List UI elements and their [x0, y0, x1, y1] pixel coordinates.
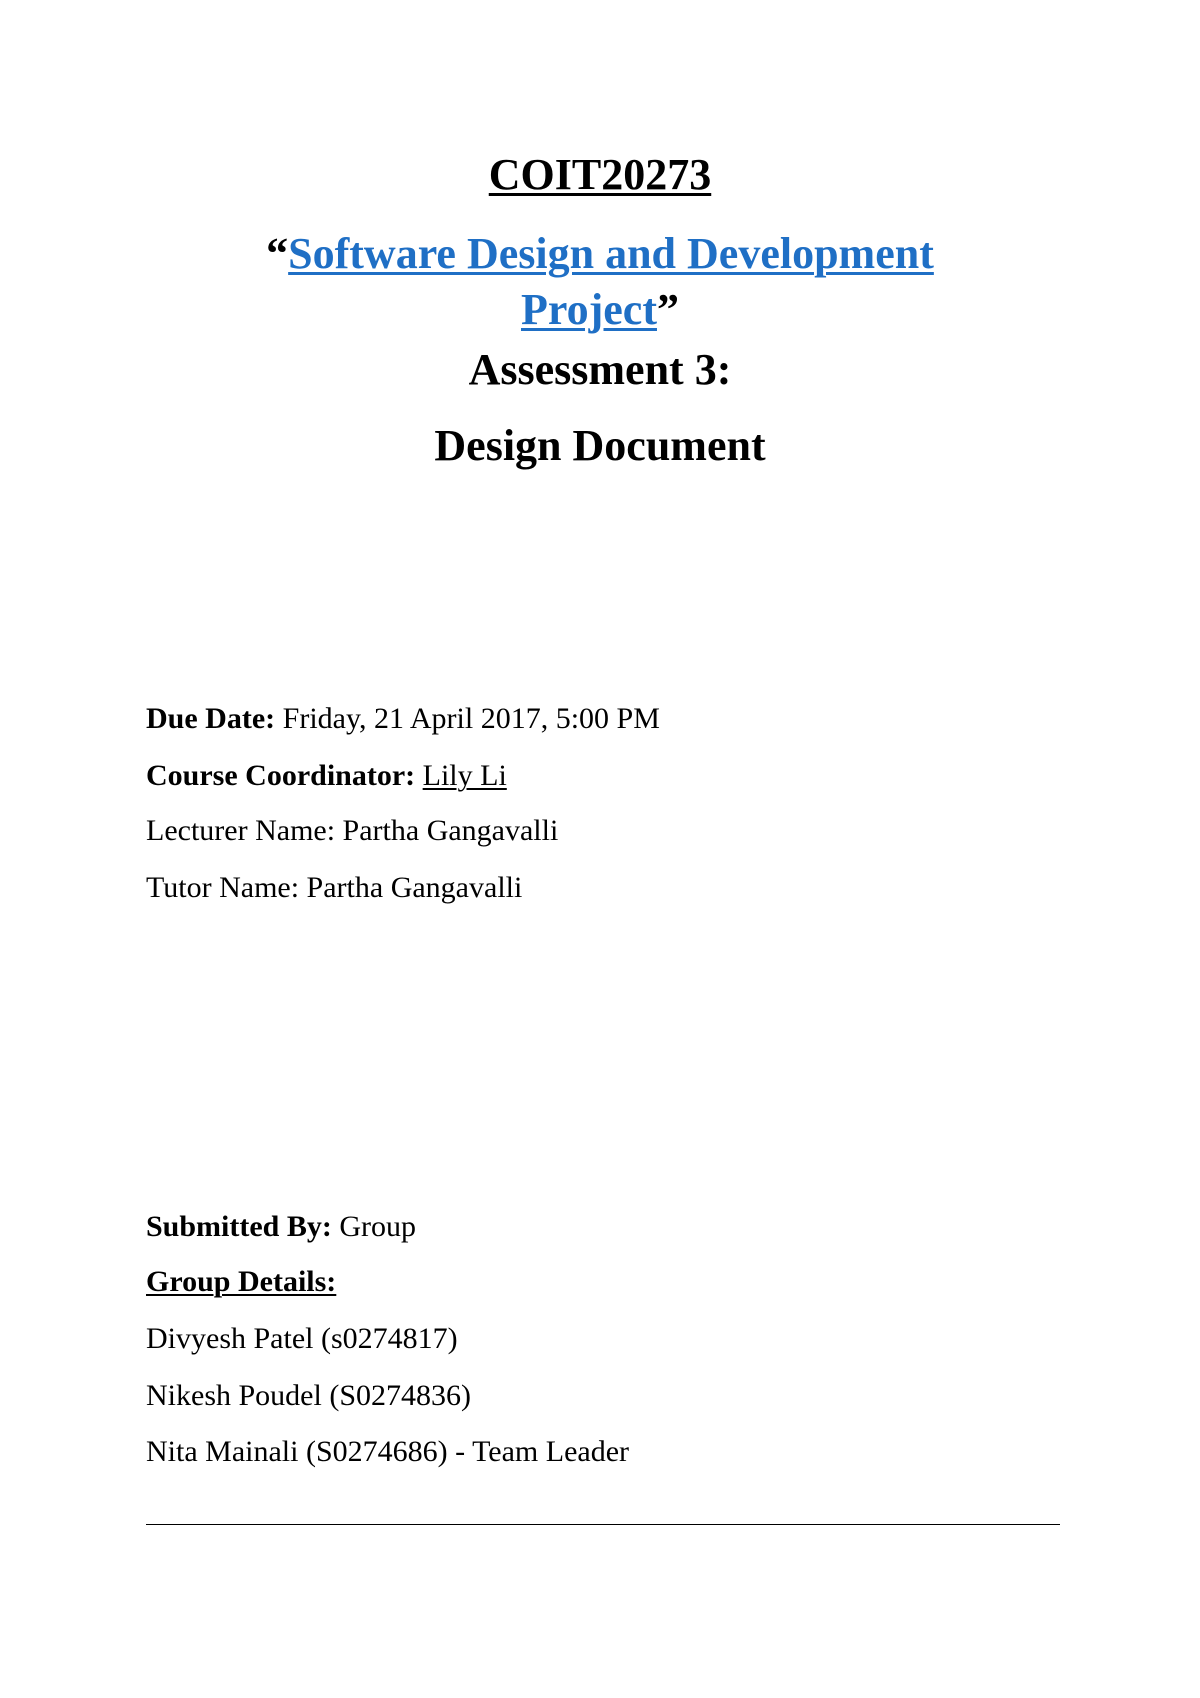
due-date-label: Due Date:: [146, 702, 276, 735]
course-coordinator-link[interactable]: Lily Li: [422, 759, 507, 792]
course-code: COIT20273: [488, 150, 712, 199]
lecturer-line: Lecturer Name: Partha Gangavalli: [146, 814, 559, 847]
submitted-by-label: Submitted By:: [146, 1210, 332, 1243]
due-date-value: Friday, 21 April 2017, 5:00 PM: [275, 702, 660, 735]
submitted-by-line: [146, 1208, 416, 1246]
close-quote: ”: [656, 285, 679, 334]
submitted-by-value: Group: [331, 1210, 417, 1243]
due-date-line: [146, 700, 660, 738]
group-member: Nikesh Poudel (S0274836): [146, 1379, 471, 1412]
open-quote: “: [266, 229, 289, 278]
course-title-link-line2[interactable]: Project: [521, 285, 657, 334]
document-type-heading: Design Document: [434, 421, 766, 470]
course-title-link-line1[interactable]: Software Design and Development: [288, 229, 934, 278]
course-coordinator-line: [146, 757, 507, 795]
group-details-heading: [146, 1263, 336, 1301]
course-coordinator-label: Course Coordinator:: [146, 759, 416, 792]
group-member: Divyesh Patel (s0274817): [146, 1322, 458, 1355]
group-member-team-leader: Nita Mainali (S0274686) - Team Leader: [146, 1435, 630, 1468]
assessment-heading: Assessment 3:: [468, 345, 732, 394]
group-details-label: Group Details:: [146, 1265, 337, 1298]
tutor-line: Tutor Name: Partha Gangavalli: [146, 871, 523, 904]
footer-divider: [146, 1524, 1060, 1525]
course-title: [0, 226, 1200, 338]
